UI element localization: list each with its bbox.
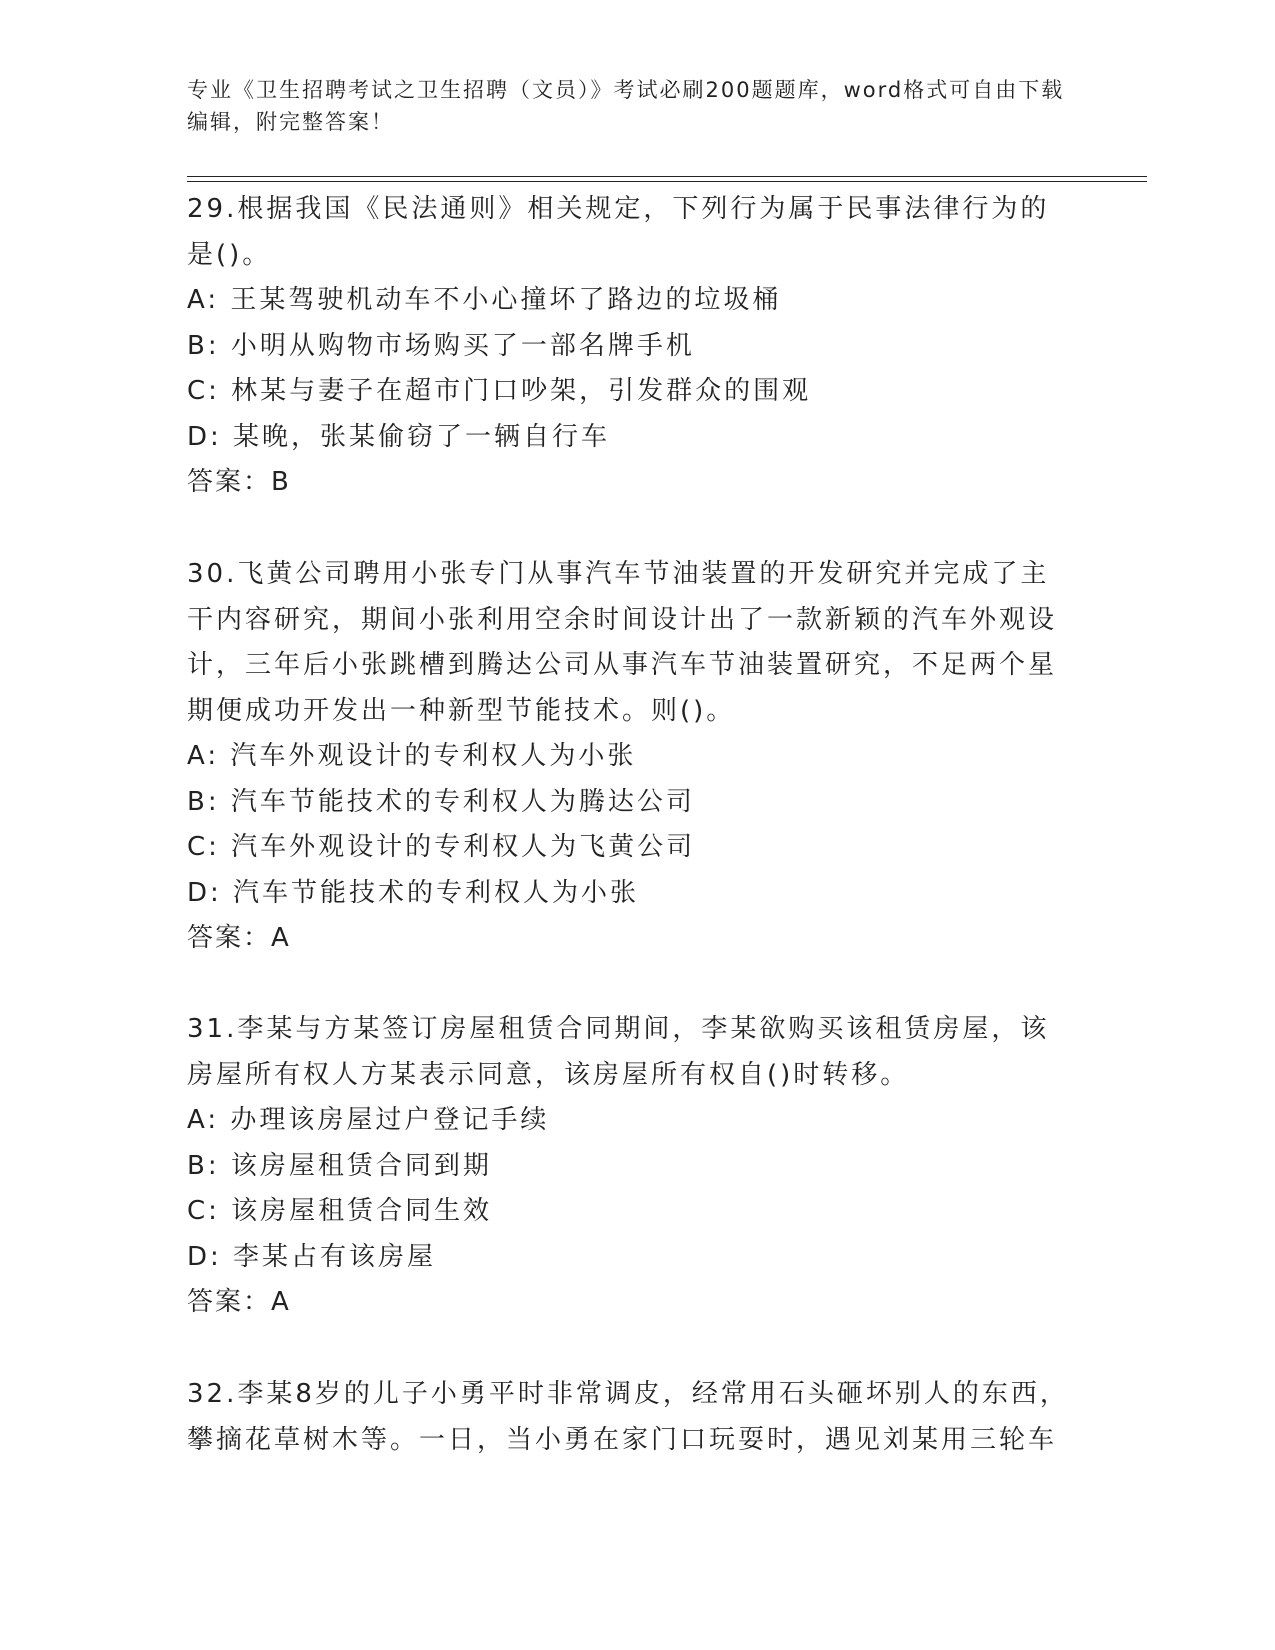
option-a: A: 王某驾驶机动车不小心撞坏了路边的垃圾桶 xyxy=(187,285,782,315)
option-a: A: 汽车外观设计的专利权人为小张 xyxy=(187,741,637,771)
option-c: C: 汽车外观设计的专利权人为飞黄公司 xyxy=(187,832,696,862)
question-29 xyxy=(187,187,1077,506)
option-d: D: 汽车节能技术的专利权人为小张 xyxy=(187,877,640,908)
question-stem: 30.飞黄公司聘用小张专门从事汽车节油装置的开发研究并完成了主干内容研究，期间小张利用空余时间设计出了一款新颖的汽车外观设计，三年后小张跳槽到腾达公司从事汽车节油装置研究，不足两个星期便成功开发出一种新型节能技术。则()。 xyxy=(187,559,1058,726)
answer: 答案：A xyxy=(187,923,291,953)
option-b: B: 小明从购物市场购买了一部名牌手机 xyxy=(187,330,695,361)
header-divider-bottom xyxy=(187,181,1147,182)
option-a: A: 办理该房屋过户登记手续 xyxy=(187,1105,550,1135)
option-c: C: 该房屋租赁合同生效 xyxy=(187,1196,493,1226)
answer: 答案：A xyxy=(187,1287,291,1317)
option-d: D: 某晚，张某偷窃了一辆自行车 xyxy=(187,421,611,452)
option-b: B: 汽车节能技术的专利权人为腾达公司 xyxy=(187,786,695,817)
question-stem: 29.根据我国《民法通则》相关规定，下列行为属于民事法律行为的是()。 xyxy=(187,194,1050,270)
header-divider-top xyxy=(187,176,1147,177)
question-32 xyxy=(187,1372,1077,1463)
option-b: B: 该房屋租赁合同到期 xyxy=(187,1150,492,1181)
question-stem: 32.李某8岁的儿子小勇平时非常调皮，经常用石头砸坏别人的东西，攀摘花草树木等。一日，当小勇在家门口玩耍时，遇见刘某用三轮车 xyxy=(187,1379,1069,1455)
answer: 答案：B xyxy=(187,467,291,497)
document-header: 专业《卫生招聘考试之卫生招聘（文员）》考试必刷200题题库，word格式可自由下载编辑，附完整答案！ xyxy=(187,78,1065,134)
question-stem: 31.李某与方某签订房屋租赁合同期间，李某欲购买该租赁房屋，该房屋所有权人方某表示同意，该房屋所有权自()时转移。 xyxy=(187,1014,1050,1090)
option-c: C: 林某与妻子在超市门口吵架，引发群众的围观 xyxy=(187,376,812,406)
question-31 xyxy=(187,1007,1077,1326)
question-30 xyxy=(187,552,1077,962)
option-d: D: 李某占有该房屋 xyxy=(187,1241,437,1272)
